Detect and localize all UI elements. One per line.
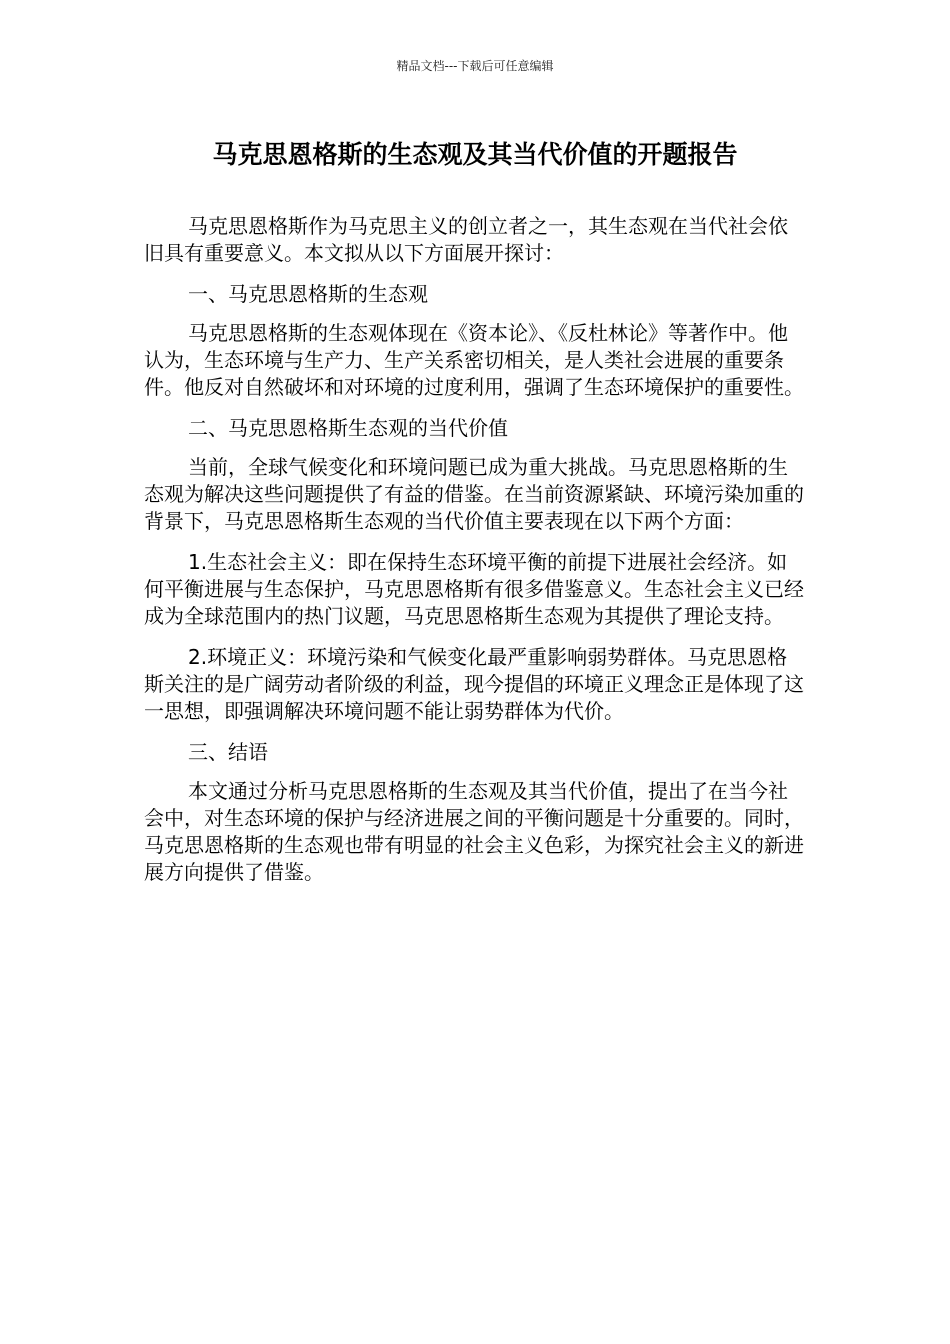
body-paragraph-1: 马克思恩格斯的生态观体现在《资本论》、《反杜林论》等著作中。他认为，生态环境与生产力、生产关系密切相关，是人类社会进展的重要条件。他反对自然破坏和对环境的过度利用，强调了生态环境保护的重要性。 — [144, 321, 804, 399]
document-body — [144, 213, 806, 900]
header-note: 精品文档---下载后可任意编辑 — [396, 59, 554, 73]
section-heading-1: 一、马克思恩格斯的生态观 — [188, 282, 428, 306]
body-paragraph-5: 本文通过分析马克思恩格斯的生态观及其当代价值，提出了在当今社会中，对生态环境的保护与经济进展之间的平衡问题是十分重要的。同时，马克思恩格斯的生态观也带有明显的社会主义色彩，为探究社会主义的新进展方向提供了借鉴。 — [144, 779, 804, 884]
section-heading-2: 二、马克思恩格斯生态观的当代价值 — [188, 416, 508, 440]
body-paragraph-2: 当前，全球气候变化和环境问题已成为重大挑战。马克思恩格斯的生态观为解决这些问题提供了有益的借鉴。在当前资源紧缺、环境污染加重的背景下，马克思恩格斯生态观的当代价值主要表现在以下两个方面： — [144, 455, 804, 533]
document-title: 马克思恩格斯的生态观及其当代价值的开题报告 — [212, 140, 738, 169]
intro-paragraph: 马克思恩格斯作为马克思主义的创立者之一，其生态观在当代社会依旧具有重要意义。本文拟从以下方面展开探讨： — [144, 214, 788, 265]
section-heading-3: 三、结语 — [188, 740, 268, 764]
body-paragraph-4: 2.环境正义：环境污染和气候变化最严重影响弱势群体。马克思恩格斯关注的是广阔劳动者阶级的利益，现今提倡的环境正义理念正是体现了这一思想，即强调解决环境问题不能让弱势群体为代价。 — [144, 645, 804, 723]
body-paragraph-3: 1.生态社会主义：即在保持生态环境平衡的前提下进展社会经济。如何平衡进展与生态保护，马克思恩格斯有很多借鉴意义。生态社会主义已经成为全球范围内的热门议题，马克思恩格斯生态观为其提供了理论支持。 — [144, 550, 804, 628]
